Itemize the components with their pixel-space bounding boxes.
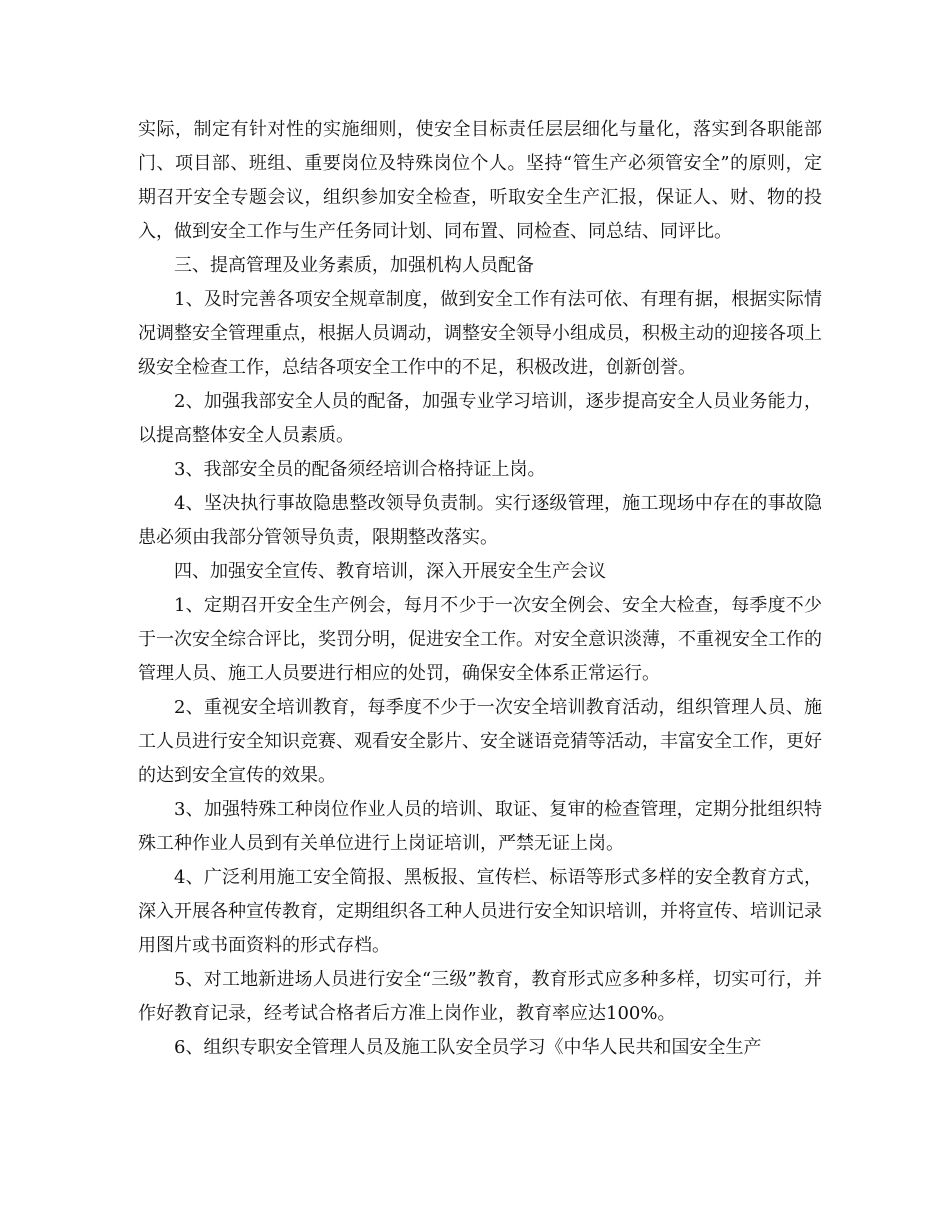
paragraph-item-truncated: 6、组织专职安全管理人员及施工队安全员学习《中华人民共和国安全生产: [174, 1037, 762, 1058]
section-heading-four: 四、加强安全宣传、教育培训，深入开展安全生产会议: [174, 561, 606, 582]
paragraph-item: 2、重视安全培训教育，每季度不少于一次安全培训教育活动，组织管理人员、施工人员进行安全知识竞赛、观看安全影片、安全谜语竞猜等活动，丰富安全工作，更好的达到安全宣传的效果。: [138, 697, 822, 786]
paragraph-item: 4、广泛利用施工安全简报、黑板报、宣传栏、标语等形式多样的安全教育方式，深入开展各种宣传教育，定期组织各工种人员进行安全知识培训，并将宣传、培训记录用图片或书面资料的形式存档。: [138, 867, 822, 956]
paragraph-item: 1、及时完善各项安全规章制度，做到安全工作有法可依、有理有据，根据实际情况调整安全管理重点，根据人员调动，调整安全领导小组成员，积极主动的迎接各项上级安全检查工作，总结各项安全工作中的不足，积极改进，创新创誉。: [138, 289, 822, 378]
paragraph-item: 3、加强特殊工种岗位作业人员的培训、取证、复审的检查管理，定期分批组织特殊工种作业人员到有关单位进行上岗证培训，严禁无证上岗。: [138, 799, 822, 854]
paragraph-item: 3、我部安全员的配备须经培训合格持证上岗。: [174, 459, 546, 480]
paragraph-item: 2、加强我部安全人员的配备，加强专业学习培训，逐步提高安全人员业务能力，以提高整体安全人员素质。: [138, 391, 822, 446]
section-heading-three: 三、提高管理及业务素质，加强机构人员配备: [174, 255, 534, 276]
paragraph-item: 5、对工地新进场人员进行安全“三级”教育，教育形式应多种多样，切实可行，并作好教育记录，经考试合格者后方准上岗作业，教育率应达100%。: [138, 969, 822, 1024]
paragraph-continuation: 实际，制定有针对性的实施细则，使安全目标责任层层细化与量化，落实到各职能部门、项目部、班组、重要岗位及特殊岗位个人。坚持“管生产必须管安全”的原则，定期召开安全专题会议，组织参加安全检查，听取安全生产汇报，保证人、财、物的投入，做到安全工作与生产任务同计划、同布置、同检查、同总结、同评比。: [138, 119, 822, 242]
paragraph-item: 1、定期召开安全生产例会，每月不少于一次安全例会、安全大检查，每季度不少于一次安全综合评比，奖罚分明，促进安全工作。对安全意识淡薄，不重视安全工作的管理人员、施工人员要进行相应的处罚，确保安全体系正常运行。: [138, 595, 822, 684]
paragraph-item: 4、坚决执行事故隐患整改领导负责制。实行逐级管理，施工现场中存在的事故隐患必须由我部分管领导负责，限期整改落实。: [138, 493, 822, 548]
document-body: [138, 113, 822, 1065]
